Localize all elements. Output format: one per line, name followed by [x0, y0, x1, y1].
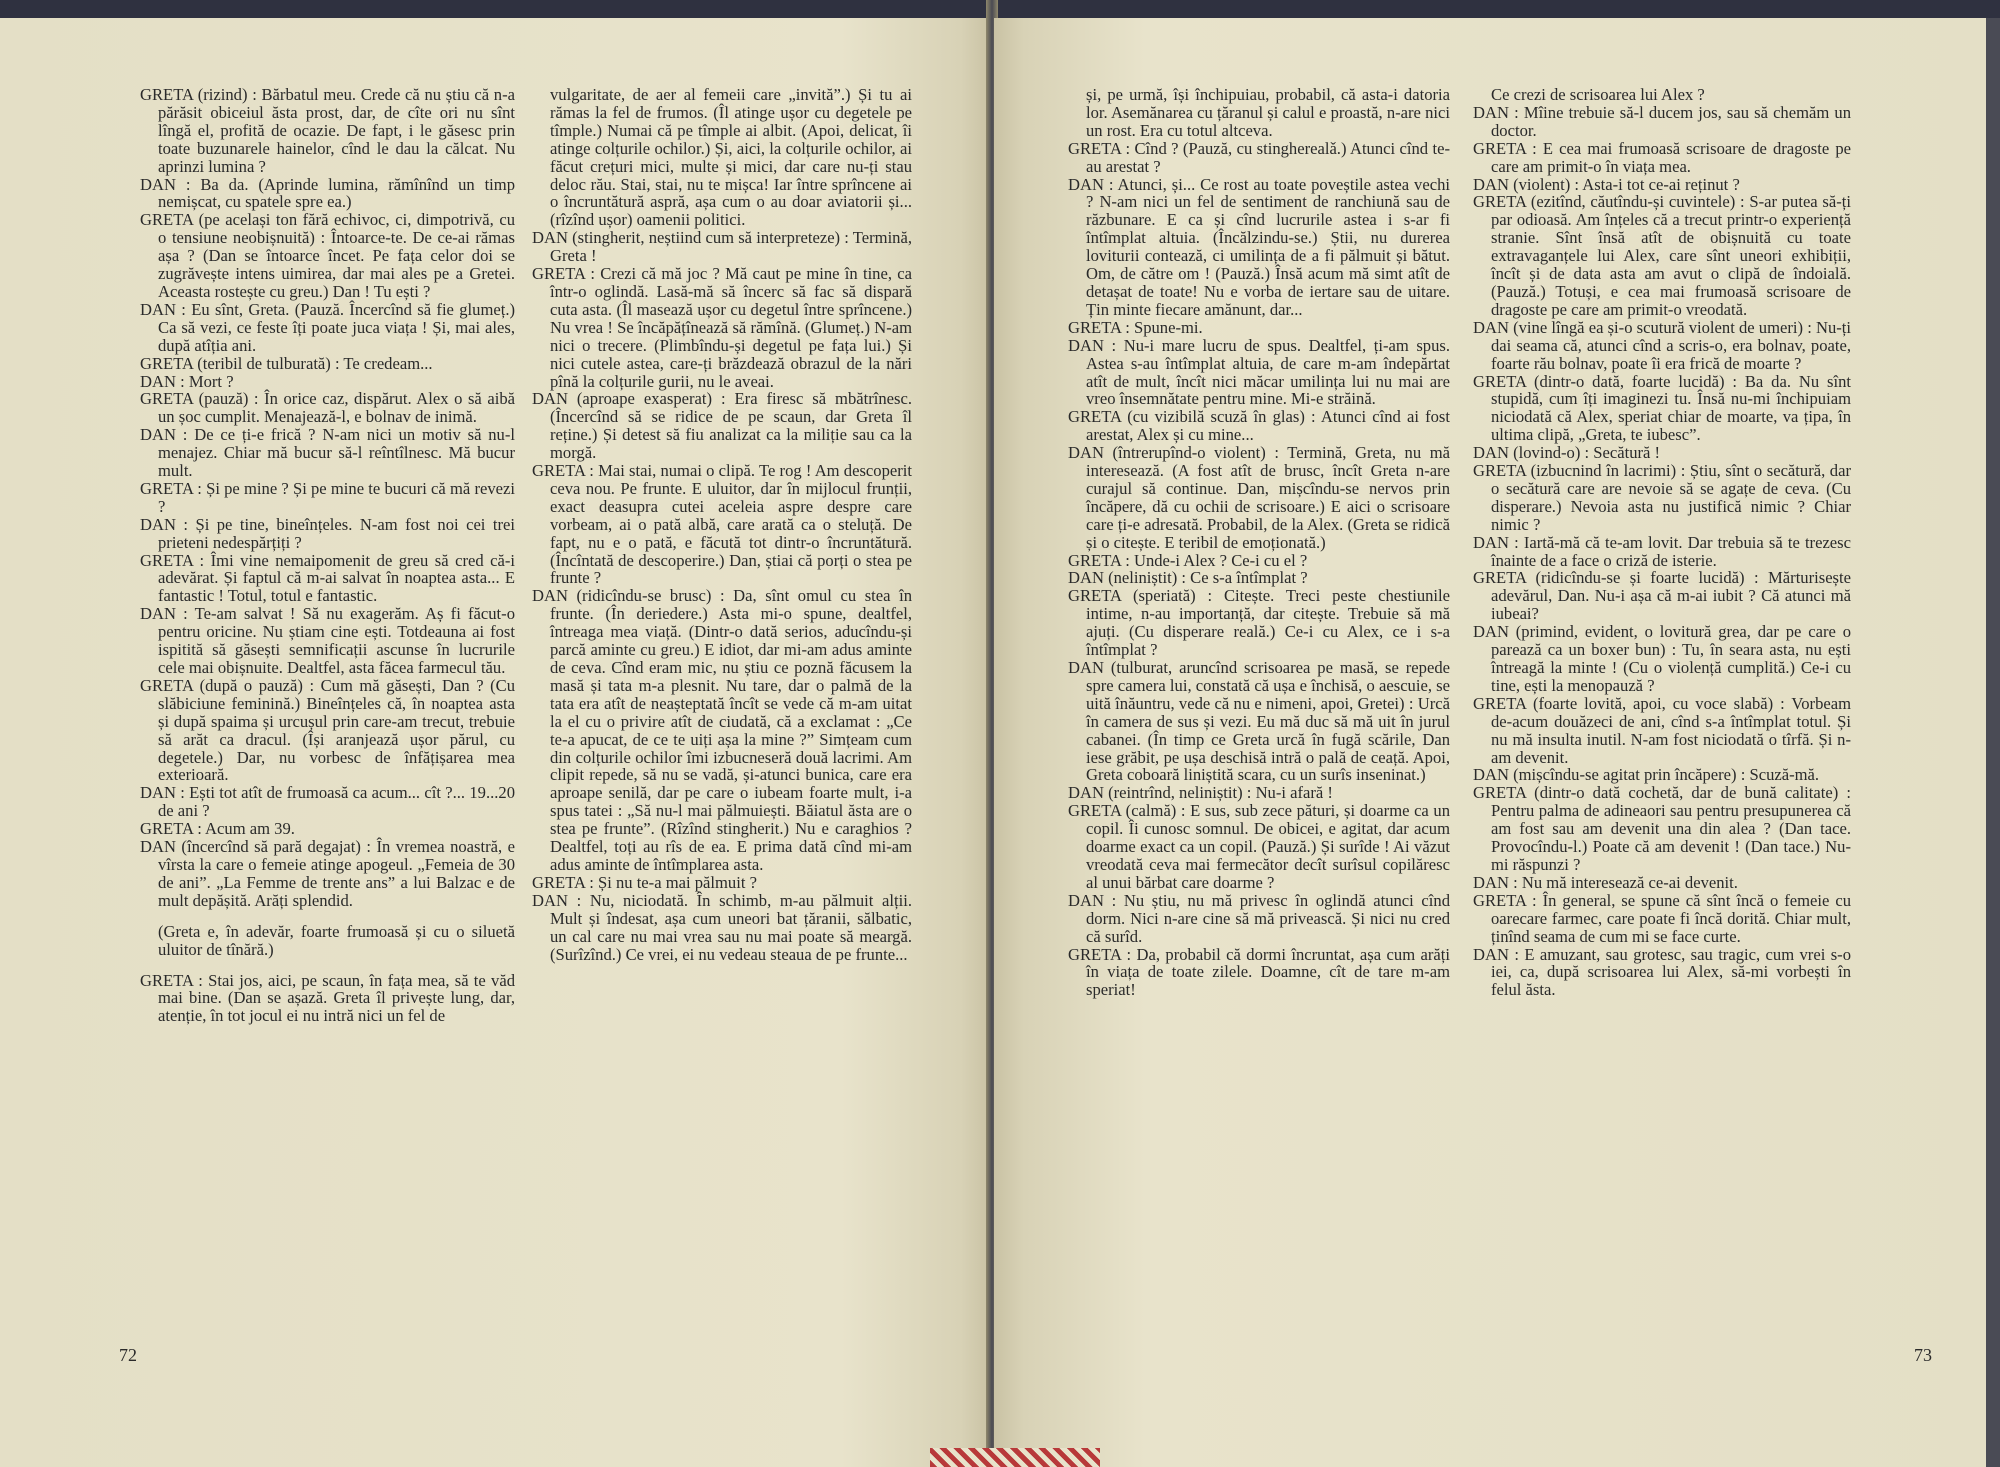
- text-paragraph: GRETA : Și nu te-a mai pălmuit ?: [532, 872, 757, 892]
- text-paragraph: DAN : Nu, niciodată. În schimb, m-au pălmuit alții. Mult și îndesat, așa cum uneori bat țăranii, sălbatic, un cal care nu mai vrea sau nu mai poate să meargă. (Surîzînd.) Ce vrei, ei nu vedeau steaua de pe frunte...: [532, 890, 912, 964]
- left-column-1: [140, 86, 515, 1025]
- text-paragraph: GRETA (rizind) : Bărbatul meu. Crede că nu știu că n-a părăsit obiceiul ăsta prost, dar, de cîte ori nu sînt lîngă el, profită de ocazie. De fapt, i le găsesc prin toate buzunarele hainelor, cînd le dau la călcat. Nu aprinzi lumina ?: [140, 85, 515, 176]
- text-paragraph: DAN (stingherit, neștiind cum să interpreteze) : Termină, Greta !: [532, 228, 912, 266]
- text-paragraph: și, pe urmă, își închipuiau, probabil, că asta-i datoria lor. Asemănarea cu țăranul și calul e proastă, n-are nici un rost. Era cu totul altceva.: [1086, 85, 1450, 140]
- text-paragraph: DAN (violent) : Asta-i tot ce-ai reținut ?: [1473, 174, 1740, 194]
- right-page: [994, 18, 2000, 1467]
- bookmark-ribbon: [930, 1448, 1100, 1467]
- text-paragraph: GRETA : Acum am 39.: [140, 819, 295, 839]
- book-top-edge: [0, 0, 2000, 18]
- text-paragraph: GRETA : Îmi vine nemaipomenit de greu să cred că-i adevărat. Și faptul că m-ai salvat în noaptea asta... E fantastic ! Totul, totul e fantastic.: [140, 550, 515, 606]
- left-column-2: [532, 86, 912, 963]
- text-paragraph: GRETA : În general, se spune că sînt încă o femeie cu oarecare farmec, care poate fi încă dorită. Chiar mult, ținînd seama de cum mi se face curte.: [1473, 890, 1851, 946]
- text-paragraph: DAN (mișcîndu-se agitat prin încăpere) : Scuză-mă.: [1473, 765, 1820, 785]
- text-paragraph: GRETA (ridicîndu-se și foarte lucidă) : Mărturisește adevărul, Dan. Nu-i așa că m-ai iubit ? Că atunci mă iubeai?: [1473, 568, 1851, 624]
- text-paragraph: DAN : Și pe tine, bineînțeles. N-am fost noi cei trei prieteni nedespărțiți ?: [140, 514, 515, 552]
- text-paragraph: GRETA (cu vizibilă scuză în glas) : Atunci cînd ai fost arestat, Alex și cu mine...: [1068, 407, 1450, 445]
- text-paragraph: Ce crezi de scrisoarea lui Alex ?: [1491, 85, 1705, 104]
- page-number-right: 73: [1914, 1345, 1932, 1365]
- text-paragraph: GRETA (după o pauză) : Cum mă găsești, Dan ? (Cu slăbiciune feminină.) Bineînțeles că, în noaptea asta și după spaima și urcușul prin care-am trecut, trebuie să arăt ca dracul. (Își aranjează ușor părul, cu degetele.) Dar, nu vorbesc de înfățișarea mea exterioară.: [140, 675, 515, 785]
- right-column-1: [1068, 86, 1450, 999]
- text-paragraph: GRETA (calmă) : E sus, sub zece pături, și doarme ca un copil. Îi cunosc somnul. De obicei, e agitat, dar acum doarme exact ca un copil. (Pauză.) Și surîde ! Ai văzut vreodată ceva mai fermecător decît surîsul copilăresc al unui bărbat care doarme ?: [1068, 801, 1450, 892]
- text-paragraph: GRETA (pe același ton fără echivoc, ci, dimpotrivă, cu o tensiune neobișnuită) : Întoarce-te. De ce-ai rămas așa ? (Dan se întoarce încet. Pe fața celor doi se zugrăvește intens uimirea, dar mai ales pe a Gretei. Aceasta rostește cu greu.) Dan ! Tu ești ?: [140, 210, 515, 301]
- text-paragraph: DAN : E amuzant, sau grotesc, sau tragic, cum vrei s-o iei, ca, după scrisoarea lui Alex, să-mi vorbești în felul ăsta.: [1473, 944, 1851, 1000]
- left-page: [0, 18, 990, 1467]
- text-paragraph: DAN : De ce ți-e frică ? N-am nici un motiv să nu-l menajez. Chiar mă bucur să-l reîntîlnesc. Mă bucur mult.: [140, 425, 515, 481]
- text-paragraph: GRETA : E cea mai frumoasă scrisoare de dragoste pe care am primit-o în viața mea.: [1473, 138, 1851, 176]
- text-paragraph: GRETA : Cînd ? (Pauză, cu stingherealǎ.) Atunci cînd te-au arestat ?: [1068, 138, 1450, 176]
- text-paragraph: DAN (vine lîngă ea și-o scutură violent de umeri) : Nu-ți dai seama că, atunci cînd a scris-o, era bolnav, poate, foarte rău bolnav, poate îi era frică de moarte ?: [1473, 317, 1851, 373]
- text-paragraph: GRETA (ezitînd, căutîndu-și cuvintele) : S-ar putea să-ți par odioasă. Am înțeles că a trecut printr-o experiență stranie. Sînt însă atît de obișnuită cu toate extravaganțele lui Alex, care sînt uneori exhibiții, încît și de data asta am avut o clipă de îndoială. (Pauză.) Totuși, e cea mai frumoasă scrisoare de dragoste pe care am primit-o vreodată.: [1473, 192, 1851, 319]
- text-paragraph: GRETA (izbucnind în lacrimi) : Știu, sînt o secătură, dar o secătură care are nevoie să se agațe de ceva. (Cu disperare.) Nevoia asta nu justifică nimic ? Chiar nimic ?: [1473, 461, 1851, 534]
- text-paragraph: DAN (aproape exasperat) : Era firesc să mbătrînesc. (Încercînd să se ridice de pe scaun, dar Greta îl reține.) Și detest să fiu analizat ca la miliție sau ca la morgă.: [532, 389, 912, 463]
- text-paragraph: DAN (întrerupînd-o violent) : Termină, Greta, nu mă interesează. (A fost atît de brusc, încît Greta n-are curajul să continue. Dan, mișcîndu-se nervos prin încăpere, dă cu ochii de scrisoare.) E aici o scrisoare care ți-e adresată. Probabil, de la Alex. (Greta se ridică și o citește. E teribil de emoționată.): [1068, 443, 1450, 552]
- text-paragraph: GRETA (foarte lovită, apoi, cu voce slabă) : Vorbeam de-acum douăzeci de ani, cînd s-a întîmplat totul. Și nu mă insulta inutil. N-am fost niciodată o tîrfă. Și n-am devenit.: [1473, 693, 1851, 767]
- text-paragraph: GRETA (dintr-o dată cochetă, dar de bună calitate) : Pentru palma de adineaori sau pentru presupunerea că am fost sau am devenit una din alea ? (Dan tace. Provocîndu-l.) Poate că am devenit ! (Dan tace.) Nu-mi răspunzi ?: [1473, 783, 1851, 874]
- text-paragraph: vulgaritate, de aer al femeii care „invită”.) Și tu ai rămas la fel de frumos. (Îl atinge ușor cu degetele pe tîmple.) Numai că pe tîmple ai albit. (Apoi, delicat, îi atinge colțurile ochilor.) Și, aici, la colțurile ochilor, ai făcut crețuri mici, multe și mici, dar care nu-ți stau deloc rău. Stai, stai, nu te mișca! Iar între sprîncene ai o încruntătură aspră, așa cum o au doar aviatorii și... (rîzînd ușor) oamenii politici.: [550, 85, 912, 230]
- text-paragraph: DAN : Atunci, și... Ce rost au toate poveștile astea vechi ? N-am nici un fel de sentiment de ranchiună sau de răzbunare. E ca și cînd lucrurile astea i s-ar fi întîmplat altuia. (Încălzindu-se.) Știi, nu durerea loviturii contează, ci umilința de a fi pălmuit și bătut. Om, de către om ! (Pauză.) Însă acum mă simt atît de detașat de toate! Nu e vorba de iertare sau de uitare. Țin minte fiecare amănunt, dar...: [1068, 174, 1450, 319]
- text-paragraph: GRETA : Stai jos, aici, pe scaun, în fața mea, să te văd mai bine. (Dan se așază. Greta îl privește lung, dar, atenție, în tot jocul ei nu intră nici un fel de: [140, 970, 515, 1026]
- text-paragraph: DAN (încercînd să pară degajat) : În vremea noastră, e vîrsta la care o femeie atinge apogeul. „Femeia de 30 de ani”. „La Femme de trente ans” a lui Balzac e de mult depășită. Arăți splendid.: [140, 837, 515, 910]
- text-paragraph: DAN (neliniștit) : Ce s-a întîmplat ?: [1068, 568, 1308, 588]
- text-paragraph: DAN (ridicîndu-se brusc) : Da, sînt omul cu stea în frunte. (În deriedere.) Asta mi-o spune, dealtfel, întreaga mea viață. (Dintr-o dată serios, aducîndu-și parcă aminte cu greu.) E idiot, dar mi-am adus aminte de ceva. Cînd eram mic, nu știu ce poznă făcusem la masă și tata m-a plesnit. Nu tare, dar o palmă de la tata era atît de neașteptată încît se vede că m-am uitat la el cu o privire atît de ciudată, că a exclamat : „Ce te-a apucat, de ce te uiți așa la mine ?” Simțeam cum din colțurile ochilor îmi izbucneseră două lacrimi. Am clipit repede, să nu se vadă, și-atunci bunica, care era aproape senilă, dar pe care o iubeam foarte mult, i-a spus tatei : „Să nu-l mai pălmuiești. Băiatul ăsta are o stea pe frunte”. (Rîzînd stingherit.) Nu e caraghios ? Dealtfel, toți au rîs de ea. E prima dată cînd mi-am adus aminte de întîmplarea asta.: [532, 586, 912, 874]
- text-paragraph: DAN : Mort ?: [140, 371, 234, 391]
- text-paragraph: GRETA : Unde-i Alex ? Ce-i cu el ?: [1068, 550, 1308, 570]
- text-paragraph: GRETA : Mai stai, numai o clipă. Te rog ! Am descoperit ceva nou. Pe frunte. E uluitor, dar în mijlocul frunții, exact deasupra cutei aceleia aspre despre care vorbeam, ai o pată albă, care arată ca o steluță. De fapt, nu e o pată, e făcută tot dintr-o încruntătură. (Încîntată de descoperire.) Dan, știai că porți o stea pe frunte ?: [532, 461, 912, 588]
- text-paragraph: DAN (tulburat, aruncînd scrisoarea pe masă, se repede spre camera lui, constată că ușa e închisă, o aescuie, se uită înăuntru, vede că nu e nimeni, apoi, Gretei) : Urcă în camera de sus și vezi. Eu mă duc să mă uit în jurul cabanei. (În timp ce Greta urcă în fugă scările, Dan iese grăbit, pe ușa deschisă intră o pală de ceață. Apoi, Greta coboară liniștită scara, cu un surîs inseninat.): [1068, 658, 1450, 785]
- text-paragraph: DAN (reintrînd, neliniștit) : Nu-i afară !: [1068, 783, 1333, 803]
- text-paragraph: DAN : Te-am salvat ! Să nu exagerăm. Aș fi făcut-o pentru oricine. Nu știam cine ești. Totdeauna ai fost ispitită să găsești semnificații ascunse în lucrurile cele mai obișnuite. Dealtfel, asta făcea farmecul tău.: [140, 604, 515, 677]
- text-paragraph: GRETA : Crezi că mă joc ? Mă caut pe mine în tine, ca într-o oglindă. Lasă-mă să încerc să fac să dispară cuta asta. (Îl masează ușor cu degetul între sprîncene.) Nu vrea ! Se încăpățînează să rămînă. (Glumeț.) N-am nici o trecere. (Plimbîndu-și degetul pe fața lui.) Și nici cutele astea, care-ți brăzdează obrazul de la nări pînă la colțurile gurii, nu le aveai.: [532, 264, 912, 391]
- text-paragraph: DAN : Iartă-mă că te-am lovit. Dar trebuia să te trezesc înainte de a face o criză de isterie.: [1473, 532, 1851, 570]
- text-paragraph: DAN (lovind-o) : Secătură !: [1473, 443, 1661, 463]
- text-paragraph: DAN : Ești tot atît de frumoasă ca acum... cît ?... 19...20 de ani ?: [140, 783, 515, 821]
- book-right-edge: [1986, 18, 2000, 1467]
- text-paragraph: GRETA (speriată) : Citește. Treci peste chestiunile intime, n-au importanță, dar citește. Trebuie să mă ajuți. (Cu disperare reală.) Ce-i cu Alex, ce i s-a întîmplat ?: [1068, 586, 1450, 660]
- text-paragraph: (Greta e, în adevăr, foarte frumoasă și cu o siluetă uluitor de tînără.): [158, 921, 515, 959]
- text-paragraph: DAN : Nu mă interesează ce-ai devenit.: [1473, 872, 1738, 892]
- text-paragraph: GRETA (teribil de tulburată) : Te credeam...: [140, 353, 433, 373]
- right-column-2: [1473, 86, 1851, 999]
- text-paragraph: DAN : Ba da. (Aprinde lumina, rămînînd un timp nemișcat, cu spatele spre ea.): [140, 174, 515, 212]
- text-paragraph: DAN : Eu sînt, Greta. (Pauză. Încercînd să fie glumeț.) Ca să vezi, ce feste îți poate juca viața ! Și, mai ales, după atîția ani.: [140, 299, 515, 355]
- text-paragraph: GRETA (pauză) : În orice caz, dispărut. Alex o să aibă un șoc cumplit. Menajează-l, e bolnav de inimă.: [140, 389, 515, 427]
- page-number-left: 72: [119, 1345, 137, 1365]
- text-paragraph: DAN : Mîine trebuie să-l ducem jos, sau să chemăm un doctor.: [1473, 102, 1851, 140]
- text-paragraph: GRETA : Și pe mine ? Și pe mine te bucuri că mă revezi ?: [140, 478, 515, 516]
- text-paragraph: DAN : Nu știu, nu mă privesc în oglindă atunci cînd dorm. Nici n-are cine să mă privească. Și nici nu cred că surîd.: [1068, 890, 1450, 946]
- text-paragraph: DAN (primind, evident, o lovitură grea, dar pe care o parează ca un boxer bun) : Tu, în seara asta, nu ești întreagă la minte ! (Cu o violență cumplită.) Ce-i cu tine, ești la menopauză ?: [1473, 622, 1851, 695]
- text-paragraph: GRETA : Spune-mi.: [1068, 317, 1203, 337]
- text-paragraph: GRETA (dintr-o dată, foarte lucidă) : Ba da. Nu sînt stupidă, cum îți imaginezi tu. Însă nu-mi închipuiam niciodată că Alex, speriat chiar de moarte, va țipa, în ultima clipă, „Greta, te iubesc”.: [1473, 371, 1851, 445]
- text-paragraph: GRETA : Da, probabil că dormi încruntat, așa cum arăți în viața de toate zilele. Doamne, cît de tare m-am speriat!: [1068, 944, 1450, 1000]
- text-paragraph: DAN : Nu-i mare lucru de spus. Dealtfel, ți-am spus. Astea s-au întîmplat altuia, de care m-am îndepărtat atît de mult, încît nici măcar umilința lui nu mai are vreo însemnătate pentru mine. Mi-e străină.: [1068, 335, 1450, 409]
